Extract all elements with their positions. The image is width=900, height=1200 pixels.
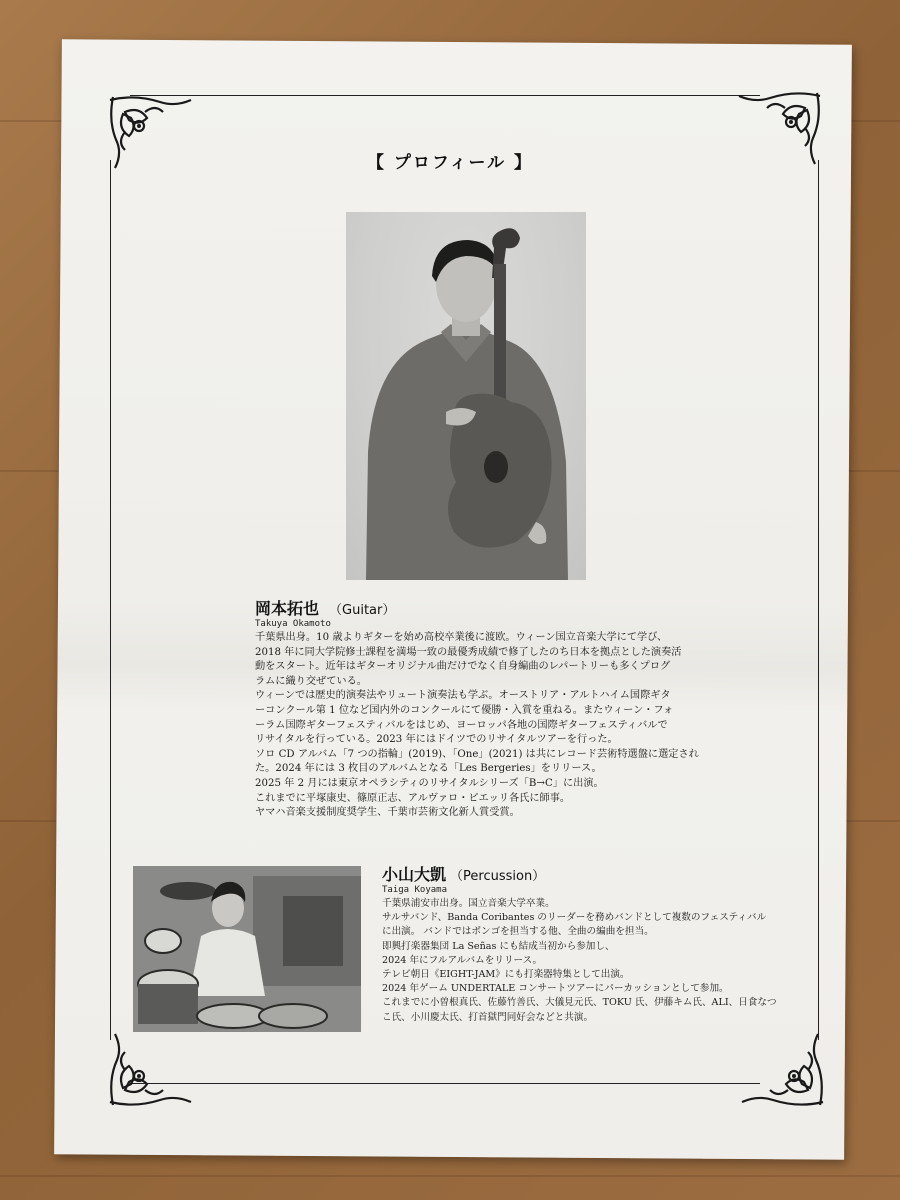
corner-ornament-bottom-left-icon xyxy=(105,1030,195,1110)
bio-line: これまでに平塚康史、篠原正志、アルヴァロ・ピエッリ各氏に師事。 xyxy=(255,792,571,804)
bio-line: た。2024 年には 3 枚目のアルバムとなる「Les Bergeries」をリリース。 xyxy=(255,763,602,775)
guitarist-figure-icon xyxy=(346,212,586,580)
bio-line: リサイタルを行っている。2023 年にはドイツでのリサイタルツアーを行った。 xyxy=(255,734,618,746)
bio-line: ソロ CD アルバム「7 つの指輪」(2019)、「One」(2021) は共にレコード芸術特選盤に選定され xyxy=(255,748,699,760)
bio-line: 動をスタート。近年はギターオリジナル曲だけでなく自身編曲のレパートリーも多くプログ xyxy=(255,661,671,673)
bio-line: 千葉県浦安市出身。国立音楽大学卒業。 xyxy=(382,898,555,909)
bio-line: 千葉県出身。10 歳よりギターを始め高校卒業後に渡欧。ウィーン国立音楽大学にて学び、 xyxy=(255,632,668,643)
profile-name-okamoto xyxy=(255,596,395,619)
bio-line: に出演。 バンドではボンゴを担当する他、全曲の編曲を担当。 xyxy=(382,926,654,938)
name-japanese: 岡本拓也 xyxy=(255,599,320,618)
bio-line: ーラム国際ギターフェスティバルをはじめ、ヨーロッパ各地の国際ギターフェスティバルで xyxy=(255,719,668,731)
bio-line: ウィーンでは歴史的演奏法やリュート演奏法も学ぶ。オーストリア・アルトハイム国際ギタ xyxy=(255,690,671,702)
biography-koyama xyxy=(382,897,777,1025)
bio-line: ーコンクール第 1 位など国内外のコンクールにて優勝・入賞を重ねる。またウィーン・フォ xyxy=(255,704,674,716)
bio-line: ラムに織り交ぜている。 xyxy=(255,675,367,687)
corner-ornament-bottom-right-icon xyxy=(738,1030,828,1110)
percussionist-figure-icon xyxy=(133,866,361,1032)
frame-border-left xyxy=(110,160,111,1040)
guitarist-portrait-photo xyxy=(346,212,586,580)
bio-line: 2024 年にフルアルバムをリリース。 xyxy=(382,954,543,966)
profile-name-koyama xyxy=(382,862,545,885)
name-romaji: Taiga Koyama xyxy=(382,885,448,895)
bio-line: こ氏、小川慶太氏、打首獄門同好会などと共演。 xyxy=(382,1011,594,1023)
bio-line: ヤマハ音楽支援制度奨学生、千葉市芸術文化新人賞受賞。 xyxy=(255,807,520,819)
frame-border-right xyxy=(818,160,819,1040)
bio-line: 2024 年ゲーム UNDERTALE コンサートツアーにパーカッションとして参加。 xyxy=(382,983,729,995)
instrument-label: （Percussion） xyxy=(450,869,546,884)
frame-border-top xyxy=(130,95,760,96)
frame-border-bottom xyxy=(130,1083,760,1084)
bio-line: これまでに小曽根真氏、佐藤竹善氏、大儀見元氏、TOKU 氏、伊藤キム氏、ALI、日食なつ xyxy=(382,997,777,1009)
percussionist-photo xyxy=(133,866,361,1032)
bio-line: テレビ朝日《EIGHT-JAM》にも打楽器特集として出演。 xyxy=(382,968,630,980)
bio-line: 2025 年 2 月には東京オペラシティのリサイタルシリーズ「B→C」に出演。 xyxy=(255,777,604,789)
biography-okamoto xyxy=(255,631,699,821)
page-title: 【 プロフィール 】 xyxy=(366,153,534,173)
bio-line: 即興打楽器集団 La Señas にも結成当初から参加し、 xyxy=(382,940,615,952)
bio-line: 2018 年に同大学院修士課程を満場一致の最優秀成績で修了したのち日本を拠点とした演奏活 xyxy=(255,646,682,658)
name-japanese: 小山大凱 xyxy=(382,865,447,884)
instrument-label: （Guitar） xyxy=(329,603,396,618)
bio-line: サルサバンド、Banda Coribantes のリーダーを務めバンドとして複数のフェスティバル xyxy=(382,912,767,924)
name-romaji: Takuya Okamoto xyxy=(255,619,331,629)
